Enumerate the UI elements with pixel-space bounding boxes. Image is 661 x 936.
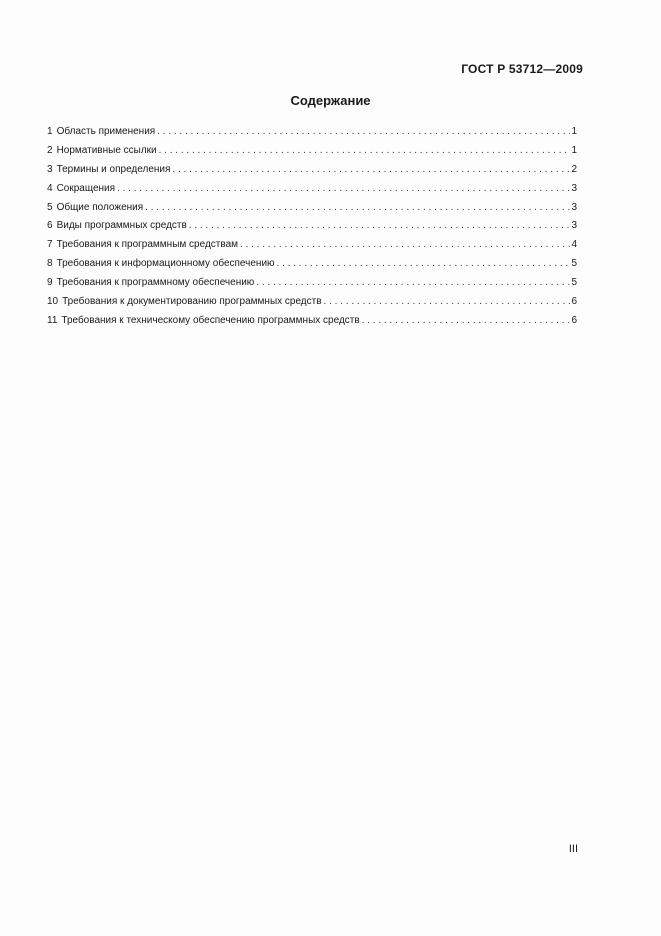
toc-leader-dots xyxy=(159,142,571,161)
toc-entry-page: 6 xyxy=(571,314,577,326)
toc-entry-title: Требования к техническому обеспечению программных средств xyxy=(61,314,360,326)
toc-entry-title: Требования к программному обеспечению xyxy=(56,277,255,289)
toc-entry-10[interactable] xyxy=(47,293,577,312)
toc-entry-title: Сокращения xyxy=(56,182,116,194)
toc-entry-page: 4 xyxy=(571,239,577,251)
toc-entry-number: 6 xyxy=(47,220,53,232)
toc-entry-title: Виды программных средств xyxy=(56,220,187,232)
toc-leader-dots xyxy=(324,293,571,312)
toc-entry-page: 3 xyxy=(571,220,577,232)
page-number: III xyxy=(568,843,578,855)
toc-entry-number: 5 xyxy=(47,201,53,213)
toc-entry-title: Требования к документированию программных средств xyxy=(62,296,322,308)
toc-entry-5[interactable] xyxy=(47,199,577,218)
toc-entry-title: Общие положения xyxy=(56,201,144,213)
toc-leader-dots xyxy=(277,255,571,274)
table-of-contents xyxy=(47,123,577,331)
toc-entry-number: 7 xyxy=(47,239,53,251)
toc-leader-dots xyxy=(240,236,570,255)
toc-entry-page: 5 xyxy=(571,277,577,289)
toc-leader-dots xyxy=(117,180,570,199)
toc-entry-number: 1 xyxy=(47,126,53,137)
toc-leader-dots xyxy=(362,312,571,331)
document-code: ГОСТ Р 53712—2009 xyxy=(461,62,583,76)
toc-entry-2[interactable] xyxy=(47,142,577,161)
toc-entry-title: Требования к программным средствам xyxy=(56,239,239,251)
toc-entry-page: 6 xyxy=(571,296,577,308)
toc-entry-title: Область применения xyxy=(56,126,156,137)
toc-entry-page: 3 xyxy=(571,182,577,194)
toc-entry-number: 9 xyxy=(47,277,53,289)
toc-entry-page: 5 xyxy=(571,258,577,270)
toc-entry-8[interactable] xyxy=(47,255,577,274)
toc-entry-page: 2 xyxy=(571,163,577,175)
toc-entry-6[interactable] xyxy=(47,217,577,236)
toc-entry-number: 8 xyxy=(47,258,53,270)
toc-entry-title: Термины и определения xyxy=(56,163,171,175)
toc-entry-11[interactable] xyxy=(47,312,577,331)
toc-entry-3[interactable] xyxy=(47,161,577,180)
toc-entry-7[interactable] xyxy=(47,236,577,255)
toc-entry-title: Нормативные ссылки xyxy=(56,144,157,156)
toc-leader-dots xyxy=(256,274,570,293)
toc-leader-dots xyxy=(145,199,570,218)
toc-title: Содержание xyxy=(290,93,371,108)
toc-leader-dots xyxy=(172,161,570,180)
toc-entry-9[interactable] xyxy=(47,274,577,293)
toc-entry-1[interactable] xyxy=(47,123,577,142)
toc-entry-number: 10 xyxy=(47,296,59,308)
toc-entry-number: 4 xyxy=(47,182,53,194)
toc-entry-4[interactable] xyxy=(47,180,577,199)
toc-entry-number: 3 xyxy=(47,163,53,175)
toc-entry-page: 3 xyxy=(571,201,577,213)
toc-leader-dots xyxy=(189,217,571,236)
toc-entry-page: 1 xyxy=(571,126,577,137)
toc-entry-page: 1 xyxy=(571,144,577,156)
toc-entry-number: 2 xyxy=(47,144,53,156)
toc-entry-title: Требования к информационному обеспечению xyxy=(56,258,275,270)
toc-entry-number: 11 xyxy=(47,314,58,326)
toc-leader-dots xyxy=(157,123,570,142)
